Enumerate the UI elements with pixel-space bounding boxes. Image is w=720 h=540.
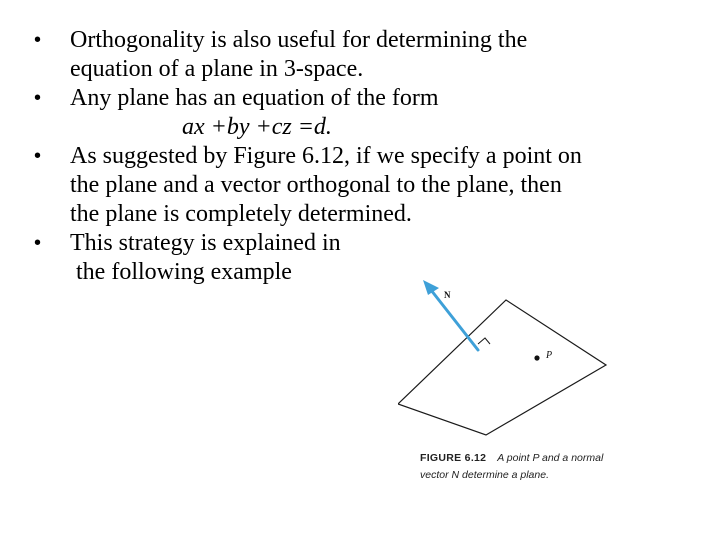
bullet-dot: • — [34, 87, 42, 109]
bullet-2-line-1: Any plane has an equation of the form — [70, 85, 439, 111]
plane-equation: ax +by +cz =d. — [182, 114, 332, 140]
bullet-3-line-1: As suggested by Figure 6.12, if we specify a point on — [70, 143, 582, 169]
bullet-3-line-2: the plane and a vector orthogonal to the plane, then — [70, 172, 562, 198]
bullet-4-line-1: This strategy is explained in — [70, 230, 341, 256]
bullet-item — [32, 229, 702, 287]
normal-vector-arrowhead — [423, 280, 439, 295]
point-p-label: P — [546, 350, 553, 361]
bullet-4-line-2: the following example — [76, 259, 292, 285]
bullet-dot: • — [34, 232, 42, 254]
bullet-item — [32, 84, 702, 142]
caption-line-1: A point P and a normal — [497, 452, 604, 464]
point-p-dot — [534, 355, 539, 360]
bullet-item — [32, 26, 702, 84]
bullet-list — [32, 26, 702, 287]
right-angle-marker — [478, 338, 490, 344]
bullet-1-line-1: Orthogonality is also useful for determining the — [70, 27, 528, 53]
bullet-1-line-2: equation of a plane in 3-space. — [70, 56, 364, 82]
caption-line-2: vector N determine a plane. — [420, 469, 549, 481]
bullet-dot: • — [34, 29, 42, 51]
bullet-item — [32, 142, 702, 229]
figure-number: FIGURE 6.12 — [420, 452, 487, 464]
normal-vector-shaft — [431, 290, 478, 350]
plane-outline — [398, 300, 606, 435]
figure-caption — [420, 450, 680, 484]
bullet-dot: • — [34, 145, 42, 167]
bullet-3-line-3: the plane is completely determined. — [70, 201, 412, 227]
normal-vector-label: N — [444, 290, 451, 300]
